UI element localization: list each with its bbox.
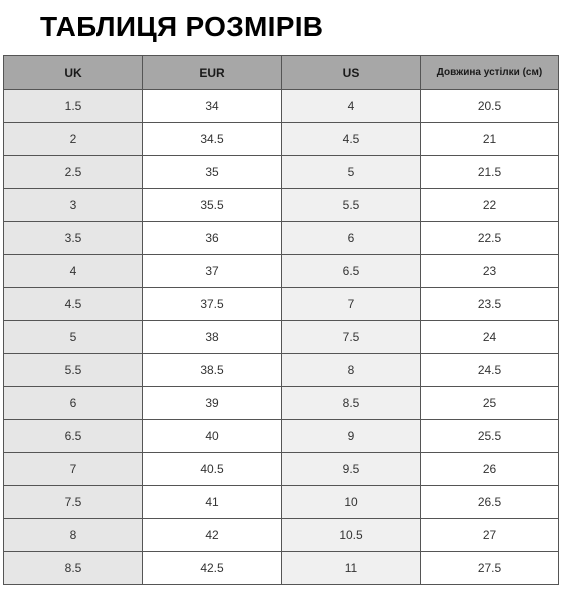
cell-uk: 8	[4, 519, 143, 552]
cell-us: 9	[282, 420, 421, 453]
cell-uk: 5	[4, 321, 143, 354]
cell-us: 7	[282, 288, 421, 321]
cell-insole-length: 27.5	[421, 552, 559, 585]
cell-insole-length: 21	[421, 123, 559, 156]
table-row	[4, 420, 559, 453]
cell-insole-length: 22.5	[421, 222, 559, 255]
table-row	[4, 90, 559, 123]
cell-eur: 36	[143, 222, 282, 255]
cell-uk: 6.5	[4, 420, 143, 453]
cell-us: 8.5	[282, 387, 421, 420]
cell-eur: 40	[143, 420, 282, 453]
cell-insole-length: 24.5	[421, 354, 559, 387]
table-row	[4, 552, 559, 585]
table-row	[4, 255, 559, 288]
table-row	[4, 156, 559, 189]
cell-insole-length: 26.5	[421, 486, 559, 519]
cell-us: 9.5	[282, 453, 421, 486]
table-header-row	[4, 56, 559, 90]
cell-uk: 7.5	[4, 486, 143, 519]
cell-eur: 40.5	[143, 453, 282, 486]
cell-uk: 7	[4, 453, 143, 486]
cell-us: 6	[282, 222, 421, 255]
cell-eur: 35	[143, 156, 282, 189]
cell-uk: 2.5	[4, 156, 143, 189]
cell-eur: 42.5	[143, 552, 282, 585]
header-us: US	[282, 56, 421, 90]
header-uk: UK	[4, 56, 143, 90]
table-row	[4, 222, 559, 255]
header-insole-length: Довжина устілки (см)	[421, 56, 559, 90]
cell-uk: 4.5	[4, 288, 143, 321]
cell-us: 11	[282, 552, 421, 585]
cell-us: 7.5	[282, 321, 421, 354]
cell-us: 4	[282, 90, 421, 123]
cell-eur: 34.5	[143, 123, 282, 156]
table-row	[4, 321, 559, 354]
cell-insole-length: 27	[421, 519, 559, 552]
cell-insole-length: 23.5	[421, 288, 559, 321]
table-row	[4, 387, 559, 420]
page-title: ТАБЛИЦЯ РОЗМІРІВ	[40, 11, 324, 42]
cell-insole-length: 22	[421, 189, 559, 222]
cell-uk: 4	[4, 255, 143, 288]
cell-us: 5.5	[282, 189, 421, 222]
cell-eur: 41	[143, 486, 282, 519]
cell-eur: 37	[143, 255, 282, 288]
cell-uk: 2	[4, 123, 143, 156]
table-row	[4, 189, 559, 222]
table-row	[4, 288, 559, 321]
table-body	[4, 90, 559, 585]
cell-uk: 3.5	[4, 222, 143, 255]
cell-uk: 5.5	[4, 354, 143, 387]
cell-eur: 39	[143, 387, 282, 420]
cell-eur: 38	[143, 321, 282, 354]
cell-us: 10.5	[282, 519, 421, 552]
table-row	[4, 453, 559, 486]
cell-insole-length: 23	[421, 255, 559, 288]
table-row	[4, 354, 559, 387]
cell-uk: 1.5	[4, 90, 143, 123]
cell-insole-length: 21.5	[421, 156, 559, 189]
cell-us: 4.5	[282, 123, 421, 156]
cell-eur: 42	[143, 519, 282, 552]
table-row	[4, 123, 559, 156]
cell-us: 8	[282, 354, 421, 387]
header-eur: EUR	[143, 56, 282, 90]
cell-uk: 8.5	[4, 552, 143, 585]
cell-uk: 6	[4, 387, 143, 420]
cell-eur: 35.5	[143, 189, 282, 222]
cell-eur: 37.5	[143, 288, 282, 321]
cell-insole-length: 25	[421, 387, 559, 420]
cell-us: 10	[282, 486, 421, 519]
cell-us: 6.5	[282, 255, 421, 288]
cell-uk: 3	[4, 189, 143, 222]
cell-eur: 34	[143, 90, 282, 123]
cell-insole-length: 24	[421, 321, 559, 354]
cell-insole-length: 26	[421, 453, 559, 486]
table-row	[4, 519, 559, 552]
cell-insole-length: 20.5	[421, 90, 559, 123]
table-row	[4, 486, 559, 519]
cell-insole-length: 25.5	[421, 420, 559, 453]
size-table	[3, 55, 559, 585]
cell-us: 5	[282, 156, 421, 189]
cell-eur: 38.5	[143, 354, 282, 387]
